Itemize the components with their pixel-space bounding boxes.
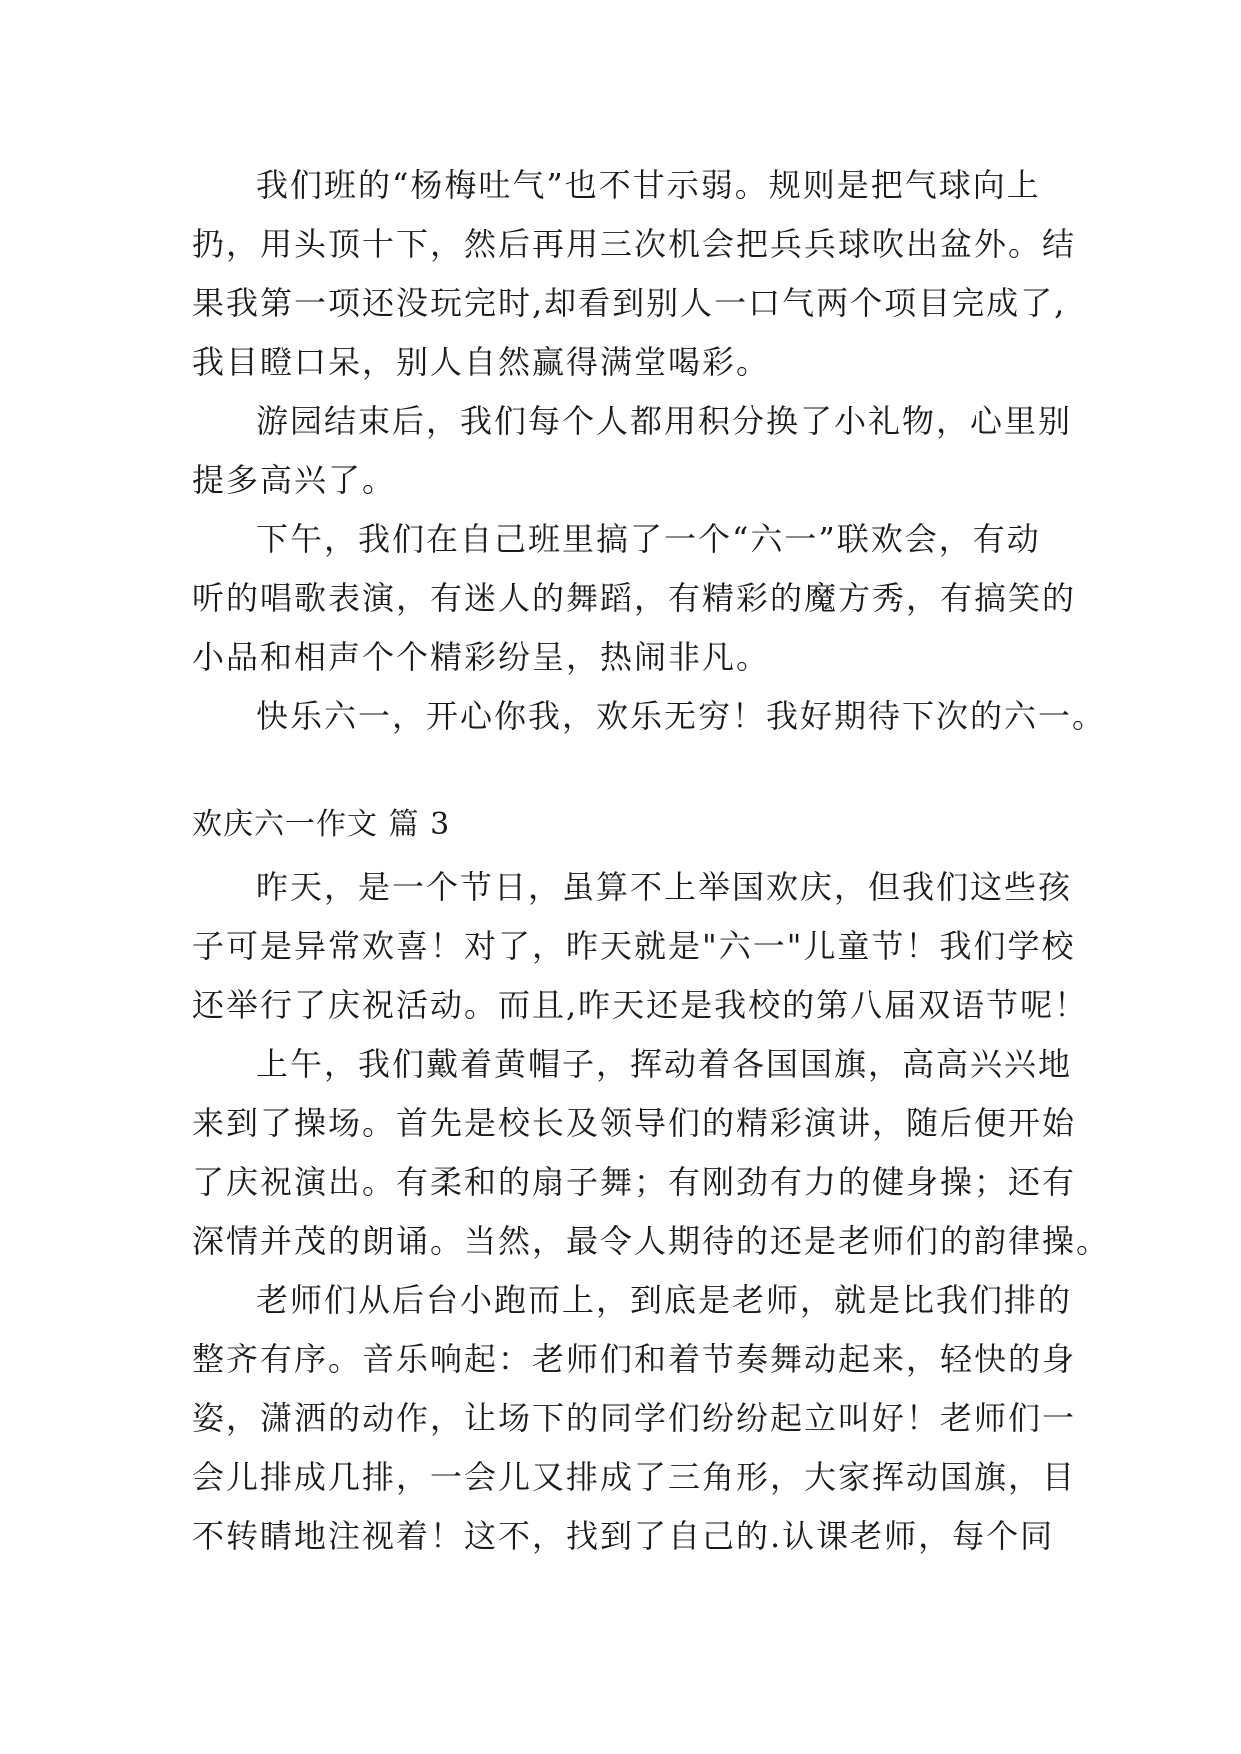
paragraph-line: 不转睛地注视着！这不，找到了自己的.认课老师，每个同 bbox=[192, 1517, 1055, 1555]
paragraph-line: 昨天，是一个节日，虽算不上举国欢庆，但我们这些孩 bbox=[256, 868, 1073, 906]
paragraph-line: 还举行了庆祝活动。而且,昨天还是我校的第八届双语节呢！ bbox=[192, 986, 1089, 1024]
paragraph-line: 提多高兴了。 bbox=[192, 461, 397, 499]
paragraph-line: 老师们从后台小跑而上，到底是老师，就是比我们排的 bbox=[256, 1281, 1073, 1319]
paragraph-line: 上午，我们戴着黄帽子，挥动着各国国旗，高高兴兴地 bbox=[256, 1045, 1073, 1083]
paragraph-line: 听的唱歌表演，有迷人的舞蹈，有精彩的魔方秀，有搞笑的 bbox=[192, 579, 1077, 617]
paragraph-line: 扔，用头顶十下，然后再用三次机会把兵兵球吹出盆外。结 bbox=[192, 225, 1077, 263]
paragraph-line: 我们班的“杨梅吐气”也不甘示弱。规则是把气球向上 bbox=[256, 166, 1041, 204]
paragraph-line: 快乐六一，开心你我，欢乐无穷！我好期待下次的六一。 bbox=[256, 697, 1107, 735]
paragraph-line: 子可是异常欢喜！对了，昨天就是"六一"儿童节！我们学校 bbox=[192, 927, 1076, 965]
paragraph-line: 深情并茂的朗诵。当然，最令人期待的还是老师们的韵律操。 bbox=[192, 1222, 1111, 1260]
paragraph-line: 来到了操场。首先是校长及领导们的精彩演讲，随后便开始 bbox=[192, 1104, 1077, 1142]
paragraph-line: 小品和相声个个精彩纷呈，热闹非凡。 bbox=[192, 638, 771, 676]
section-heading: 欢庆六一作文 篇 3 bbox=[192, 807, 451, 842]
paragraph-line: 会儿排成几排，一会儿又排成了三角形，大家挥动国旗，目 bbox=[192, 1458, 1077, 1496]
paragraph-line: 姿，潇洒的动作，让场下的同学们纷纷起立叫好！老师们一 bbox=[192, 1399, 1077, 1437]
paragraph-line: 下午，我们在自己班里搞了一个“六一”联欢会，有动 bbox=[256, 520, 1041, 558]
paragraph-line: 整齐有序。音乐响起：老师们和着节奏舞动起来，轻快的身 bbox=[192, 1340, 1077, 1378]
paragraph-line: 游园结束后，我们每个人都用积分换了小礼物，心里别 bbox=[256, 402, 1073, 440]
paragraph-line: 了庆祝演出。有柔和的扇子舞；有刚劲有力的健身操；还有 bbox=[192, 1163, 1077, 1201]
paragraph-line: 我目瞪口呆，别人自然赢得满堂喝彩。 bbox=[192, 343, 771, 381]
paragraph-line: 果我第一项还没玩完时,却看到别人一口气两个项目完成了, bbox=[192, 284, 1067, 322]
